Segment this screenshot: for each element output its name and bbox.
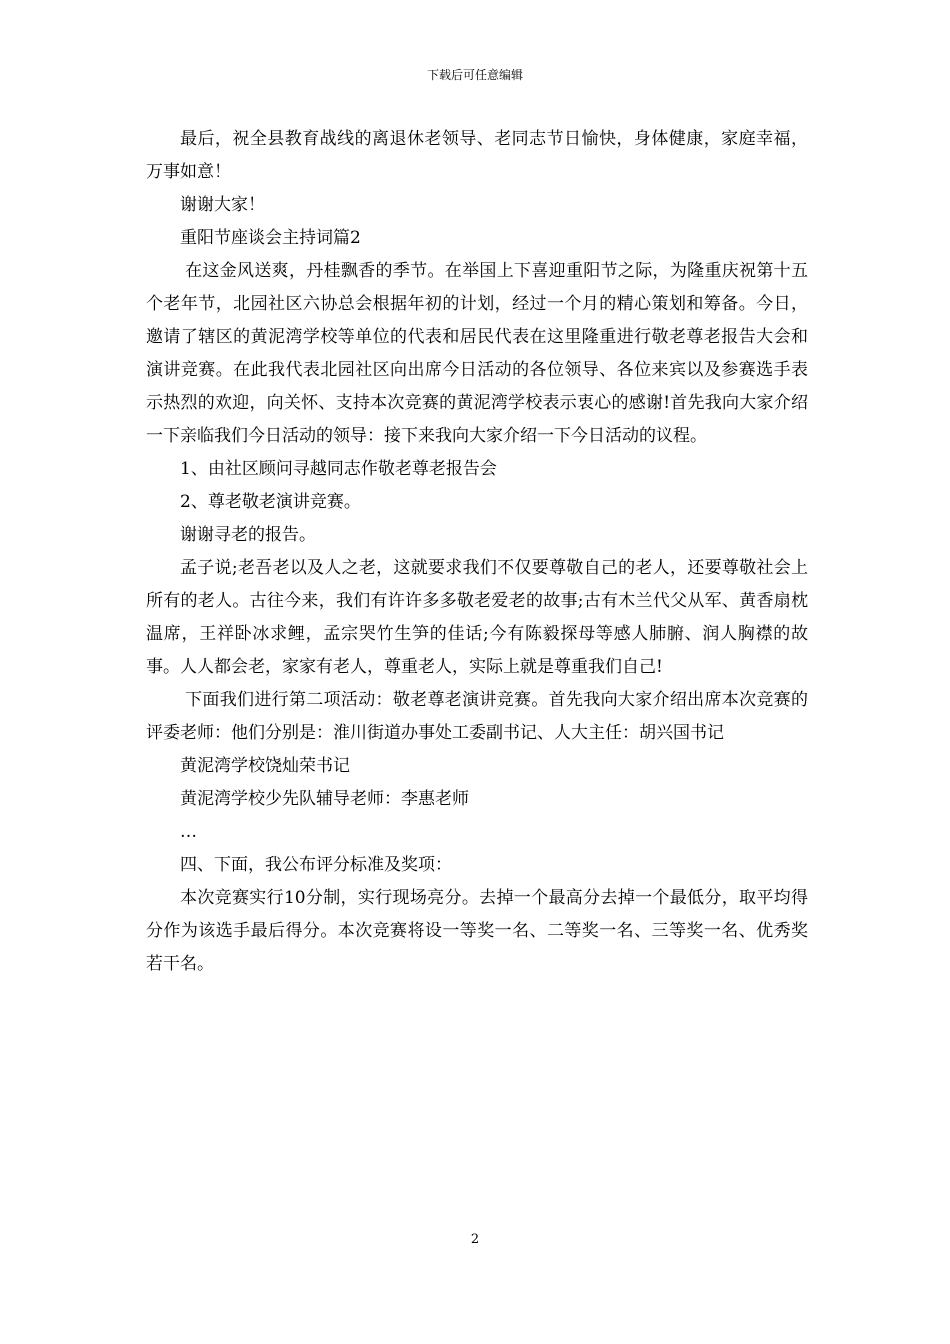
page-header: 下载后可任意编辑 <box>426 68 523 82</box>
paragraph-opening: 在这金风送爽，丹桂飘香的季节。在举国上下喜迎重阳节之际，为隆重庆祝第十五个老年节，北园社区六协总会根据年初的计划，经过一个月的精心策划和筹备。今日，邀请了辖区的黄泥湾学校等单位的代表和居民代表在这里隆重进行敬老尊老报告大会和演讲竞赛。在此我代表北园社区向出席今日活动的各位领导、各位来宾以及参赛选手表示热烈的欢迎，向关怀、支持本次竞赛的黄泥湾学校表示衷心的感谢!首先我向大家介绍一下亲临我们今日活动的领导：接下来我向大家介绍一下今日活动的议程。 <box>146 261 808 446</box>
paragraph-judges-intro: 下面我们进行第二项活动：敬老尊老演讲竞赛。首先我向大家介绍出席本次竞赛的评委老师：他们分别是：淮川街道办事处工委副书记、人大主任：胡兴国书记 <box>146 690 808 743</box>
judge-item-rao: 黄泥湾学校饶灿荣书记 <box>180 756 350 776</box>
paragraph-closing-wishes: 最后，祝全县教育战线的离退休老领导、老同志节日愉快，身体健康，家庭幸福，万事如意！ <box>146 129 808 182</box>
agenda-item-1: 1、由社区顾问寻越同志作敬老尊老报告会 <box>180 459 497 479</box>
paragraph-scoring-heading: 四、下面，我公布评分标准及奖项： <box>180 855 452 875</box>
page-number: 2 <box>470 1232 480 1247</box>
judge-item-li: 黄泥湾学校少先队辅导老师：李惠老师 <box>180 789 469 809</box>
document-body <box>146 123 808 981</box>
paragraph-thanks-report: 谢谢寻老的报告。 <box>180 525 316 545</box>
section-title: 重阳节座谈会主持词篇2 <box>180 228 361 248</box>
paragraph-thanks: 谢谢大家！ <box>180 195 265 215</box>
paragraph-mencius: 孟子说;老吾老以及人之老，这就要求我们不仅要尊敬自己的老人，还要尊敬社会上所有的老人。古往今来，我们有许许多多敬老爱老的故事;古有木兰代父从军、黄香扇枕温席，王祥卧冰求鲤，孟宗哭竹生笋的佳话;今有陈毅探母等感人肺腑、润人胸襟的故事。人人都会老，家家有老人，尊重老人，实际上就是尊重我们自己! <box>146 558 808 677</box>
agenda-item-2: 2、尊老敬老演讲竞赛。 <box>180 492 361 512</box>
paragraph-scoring-rules: 本次竞赛实行10分制，实行现场亮分。去掉一个最高分去掉一个最低分，取平均得分作为该选手最后得分。本次竞赛将设一等奖一名、二等奖一名、三等奖一名、优秀奖若干名。 <box>146 888 808 974</box>
ellipsis-line: … <box>180 822 197 842</box>
